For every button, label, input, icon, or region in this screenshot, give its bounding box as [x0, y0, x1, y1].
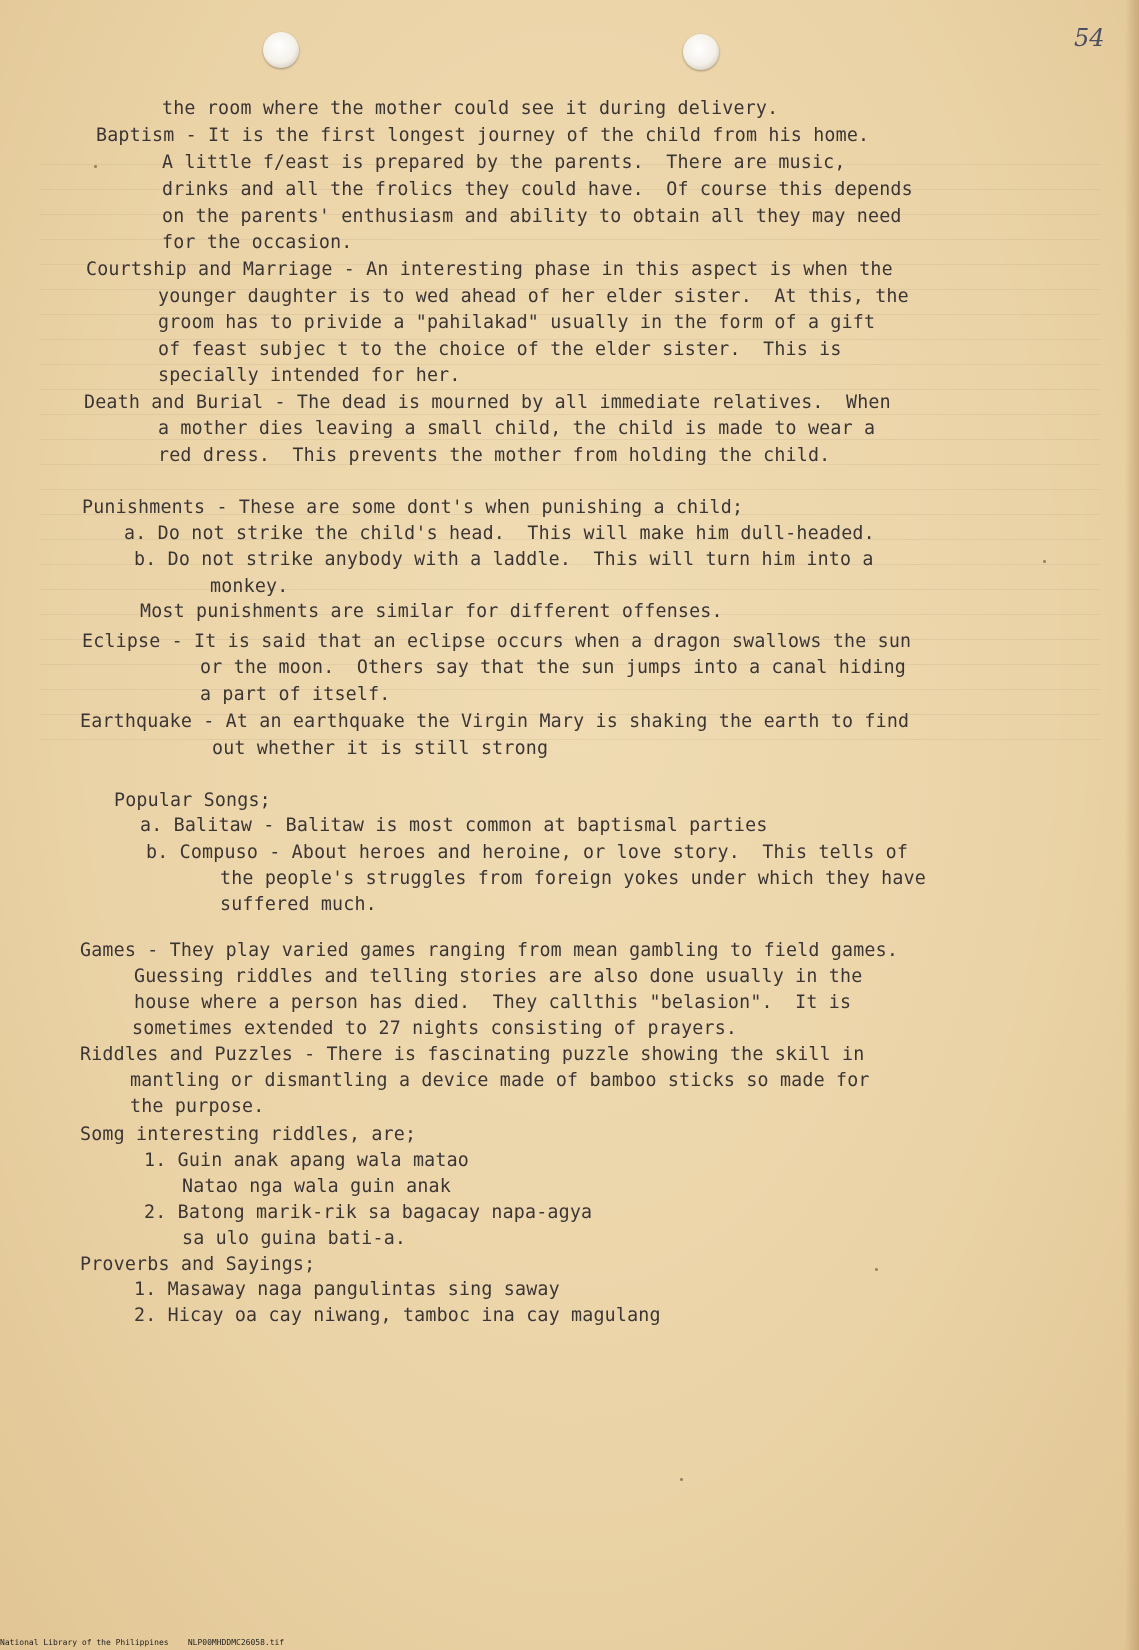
scan-footer: National Library of the Philippines NLP00MHDDMC26058.tif — [0, 1638, 285, 1647]
ink-speck — [875, 1268, 878, 1271]
text-line: a part of itself. — [200, 684, 391, 705]
text-line: specially intended for her. — [158, 365, 461, 386]
text-line: groom has to privide a "pahilakad" usually in the form of a gift — [158, 312, 876, 333]
text-line: Earthquake - At an earthquake the Virgin Mary is shaking the earth to find — [80, 711, 910, 732]
text-line: out whether it is still strong — [212, 738, 549, 759]
text-line: suffered much. — [220, 894, 377, 915]
text-line: monkey. — [210, 576, 289, 597]
text-line: the room where the mother could see it during delivery. — [162, 98, 779, 119]
page-edge-shadow — [1125, 0, 1139, 1650]
text-line: Somg interesting riddles, are; — [80, 1124, 417, 1145]
text-line: Proverbs and Sayings; — [80, 1254, 316, 1275]
ink-speck — [94, 165, 97, 168]
text-line: Death and Burial - The dead is mourned by all immediate relatives. When — [84, 392, 891, 413]
text-line: Courtship and Marriage - An interesting phase in this aspect is when the — [86, 259, 893, 280]
ink-speck — [1043, 560, 1046, 563]
text-line: a. Balitaw - Balitaw is most common at baptismal parties — [140, 815, 768, 836]
text-line: the purpose. — [130, 1096, 265, 1117]
text-line: drinks and all the frolics they could have. Of course this depends — [162, 179, 913, 200]
text-line: Guessing riddles and telling stories are also done usually in the — [134, 966, 863, 987]
text-line: sa ulo guina bati-a. — [182, 1228, 407, 1249]
text-line: b. Do not strike anybody with a laddle. This will turn him into a — [134, 549, 874, 570]
text-line: Natao nga wala guin anak — [182, 1176, 451, 1197]
text-line: a mother dies leaving a small child, the child is made to wear a — [158, 418, 876, 439]
punch-hole-left — [263, 32, 299, 68]
text-line: of feast subjec t to the choice of the elder sister. This is — [158, 339, 842, 360]
text-line: younger daughter is to wed ahead of her elder sister. At this, the — [158, 286, 909, 307]
text-line: 1. Masaway naga pangulintas sing saway — [134, 1279, 560, 1300]
text-line: a. Do not strike the child's head. This will make him dull-headed. — [124, 523, 875, 544]
text-line: red dress. This prevents the mother from holding the child. — [158, 445, 831, 466]
text-line: Baptism - It is the first longest journey of the child from his home. — [96, 125, 870, 146]
punch-hole-right — [683, 34, 719, 70]
text-line: Popular Songs; — [114, 790, 271, 811]
text-line: on the parents' enthusiasm and ability to obtain all they may need — [162, 206, 902, 227]
text-line: 1. Guin anak apang wala matao — [144, 1150, 469, 1171]
text-line: Games - They play varied games ranging from mean gambling to field games. — [80, 940, 899, 961]
text-line: b. Compuso - About heroes and heroine, or love story. This tells of — [146, 842, 909, 863]
text-line: house where a person has died. They callthis "belasion". It is — [134, 992, 852, 1013]
text-line: 2. Batong marik-rik sa bagacay napa-agya — [144, 1202, 593, 1223]
text-line: for the occasion. — [162, 232, 353, 253]
text-line: Punishments - These are some dont's when punishing a child; — [82, 497, 744, 518]
page-number: 54 — [1074, 24, 1105, 52]
text-line: A little f/east is prepared by the parents. There are music, — [162, 152, 846, 173]
ink-speck — [680, 1478, 683, 1481]
text-line: Riddles and Puzzles - There is fascinating puzzle showing the skill in — [80, 1044, 865, 1065]
text-line: 2. Hicay oa cay niwang, tamboc ina cay magulang — [134, 1305, 661, 1326]
text-line: Eclipse - It is said that an eclipse occurs when a dragon swallows the sun — [82, 631, 912, 652]
text-line: or the moon. Others say that the sun jumps into a canal hiding — [200, 657, 906, 678]
text-line: the people's struggles from foreign yokes under which they have — [220, 868, 926, 889]
text-line: Most punishments are similar for different offenses. — [140, 601, 723, 622]
text-line: mantling or dismantling a device made of bamboo sticks so made for — [130, 1070, 870, 1091]
text-line: sometimes extended to 27 nights consisting of prayers. — [132, 1018, 738, 1039]
